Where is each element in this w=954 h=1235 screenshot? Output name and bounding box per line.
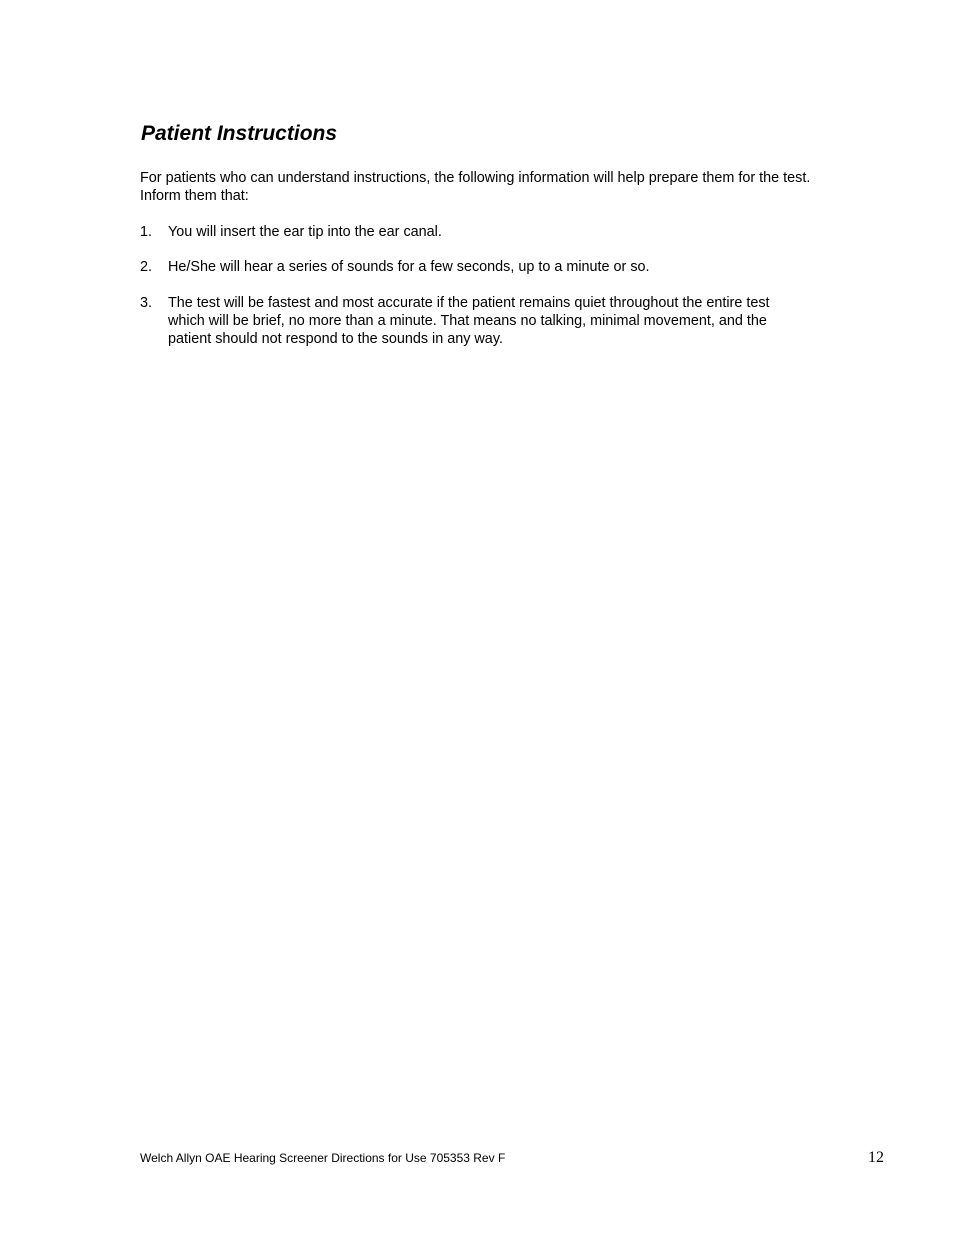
instruction-text: He/She will hear a series of sounds for a few seconds, up to a minute or so. (168, 259, 650, 275)
instruction-text: The test will be fastest and most accurate if the patient remains quiet throughout the entire test which will be brief, no more than a minute. That means no talking, minimal movement, and the patient should not respond to the sounds in any way. (168, 295, 770, 347)
instruction-item (140, 223, 820, 241)
intro-paragraph: For patients who can understand instructions, the following information will help prepare them for the test. Inform them that: (140, 170, 811, 204)
footer-document-title: Welch Allyn OAE Hearing Screener Directions for Use 705353 Rev F (140, 1151, 506, 1165)
instruction-text: You will insert the ear tip into the ear canal. (168, 224, 442, 240)
instruction-number: 2. (140, 259, 153, 275)
instruction-number: 1. (140, 224, 153, 240)
page-number: 12 (868, 1149, 884, 1166)
instruction-item (140, 258, 820, 276)
instruction-item (140, 294, 820, 348)
instruction-number: 3. (140, 295, 153, 311)
section-heading: Patient Instructions (141, 122, 338, 145)
